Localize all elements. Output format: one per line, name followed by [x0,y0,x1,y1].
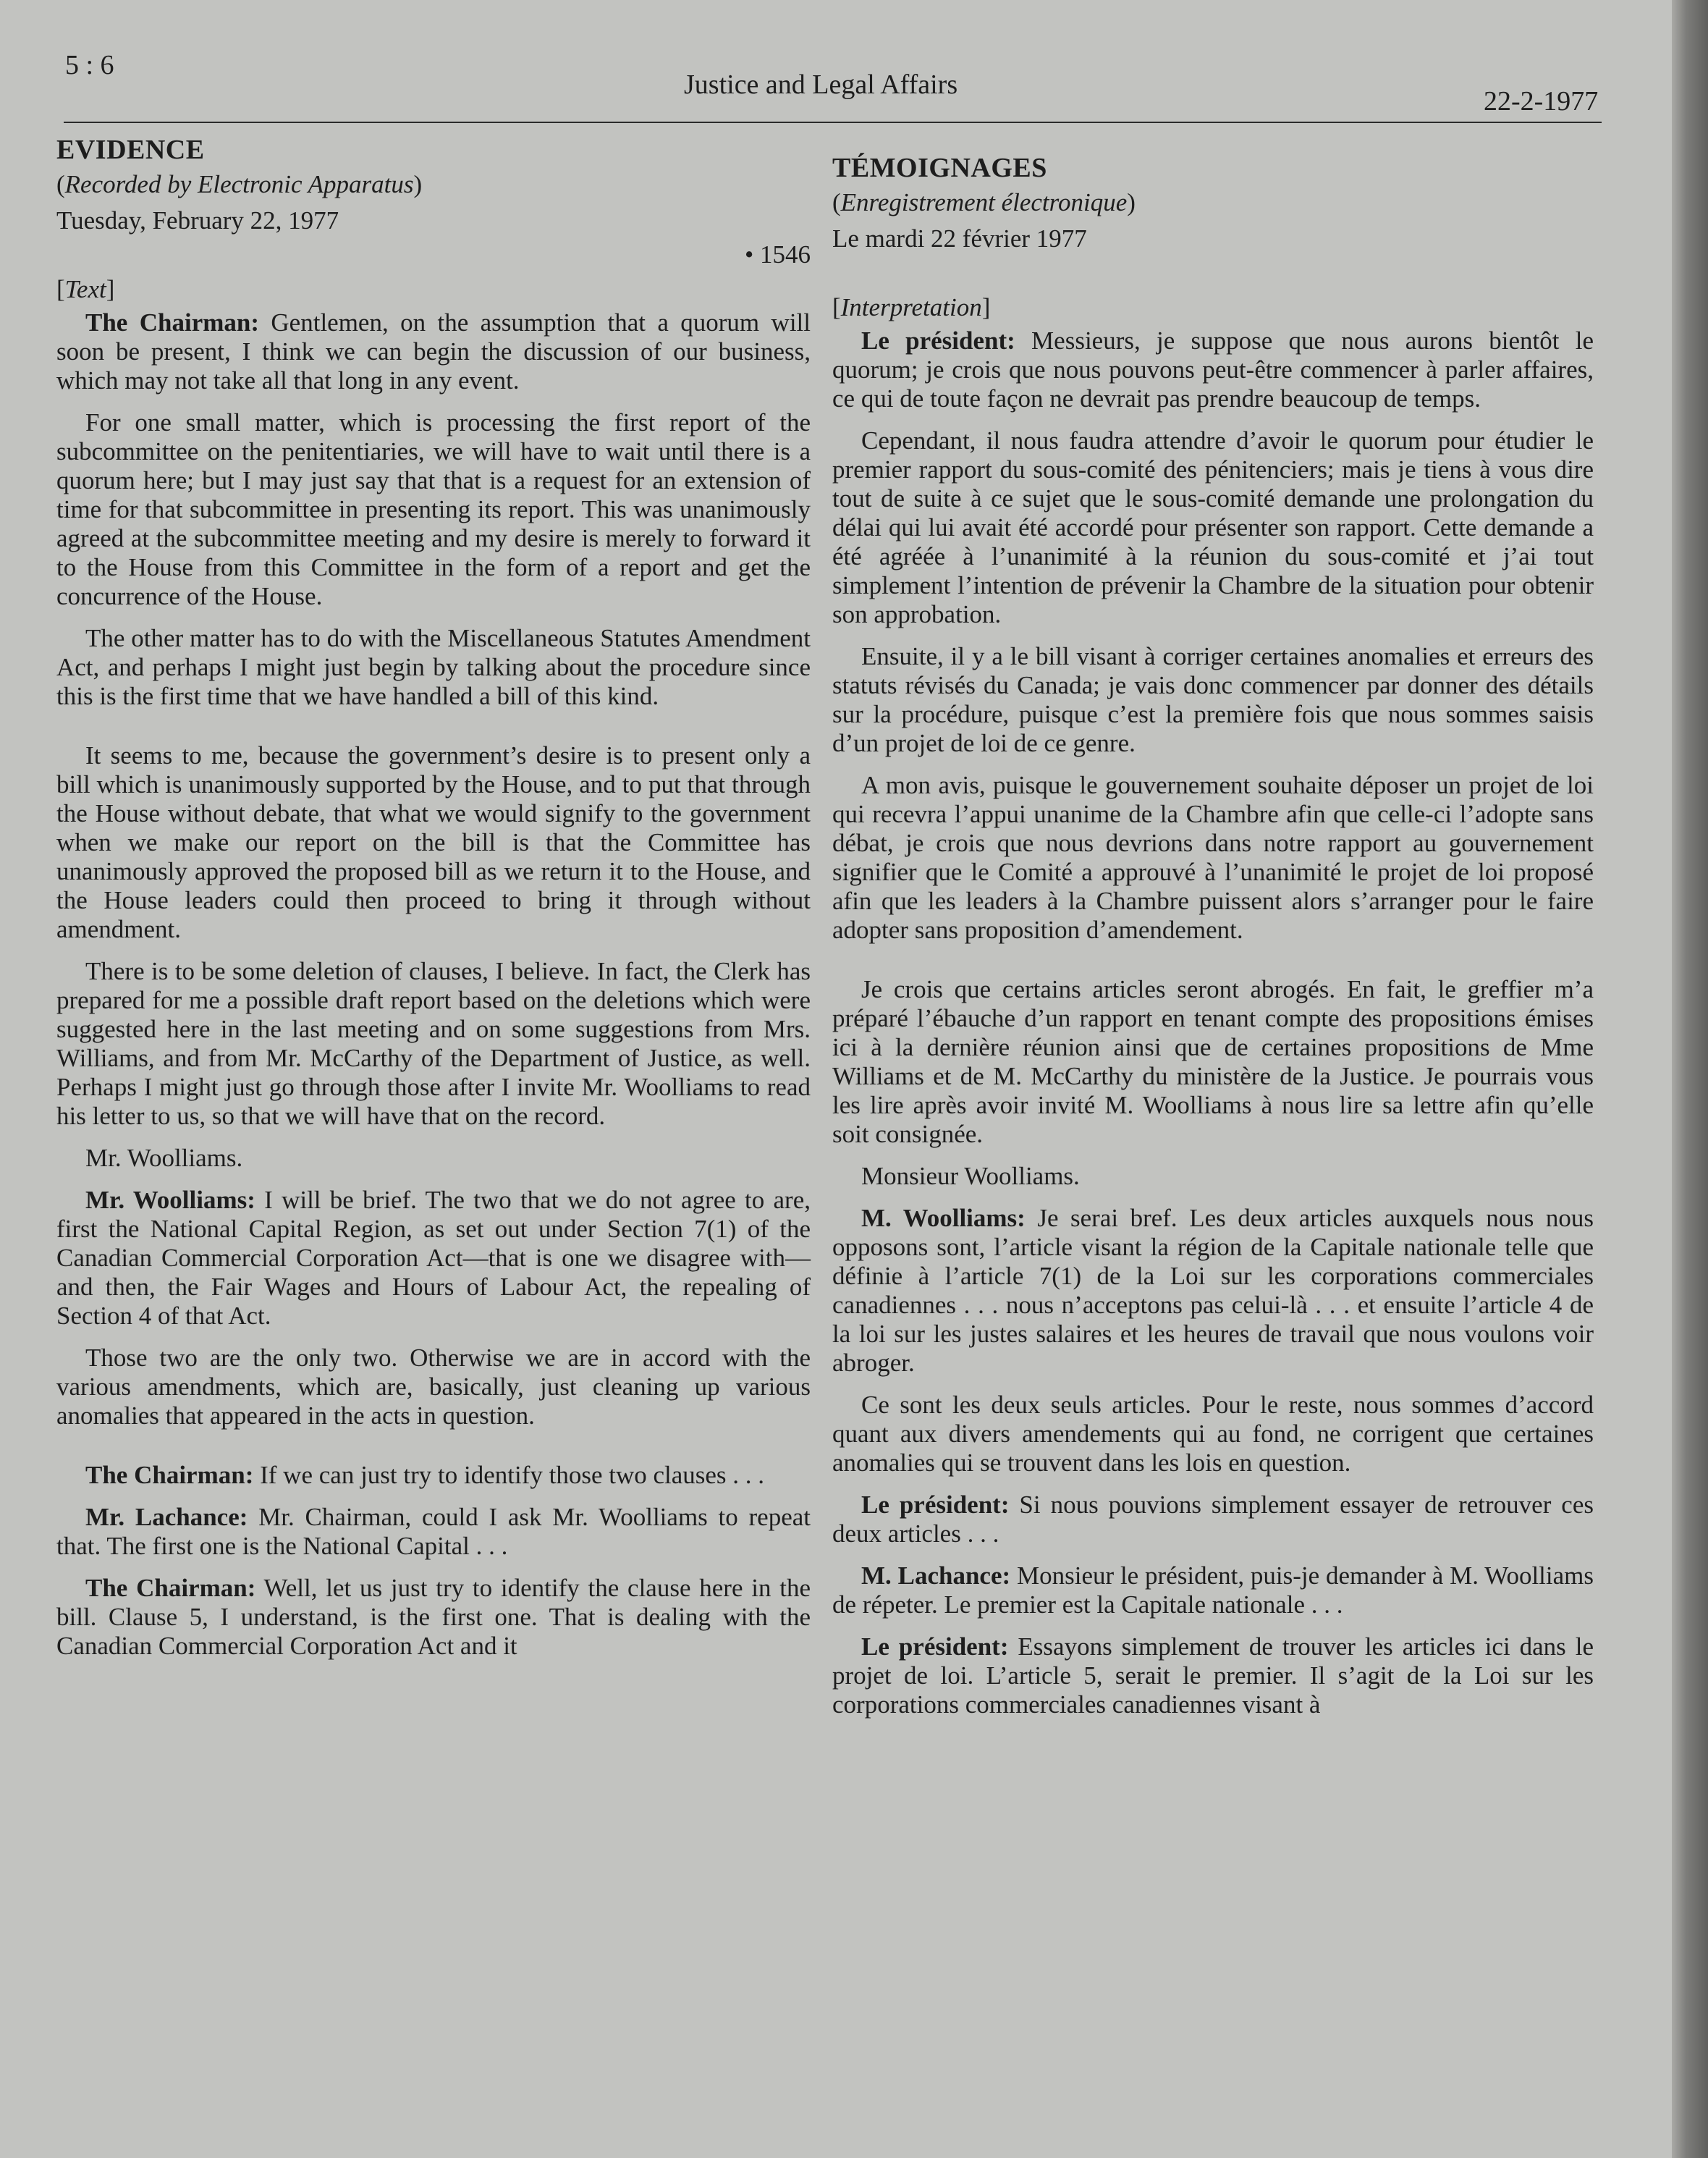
paragraph: Those two are the only two. Otherwise we are in accord with the various amendments, which are, basically, just cleaning up various anomalies that appeared in the acts in question. [56,1344,811,1430]
french-column [832,148,1594,1732]
speech-text: Messieurs, je suppose que nous aurons bientôt le quorum; je crois que nous pouvons peut-être commencer à parler affaires, ce qui de toute façon ne devrait pas prendre beaucoup de temps. [832,326,1594,413]
speaker-name: The Chairman: [85,1461,254,1489]
paragraph: Cependant, il nous faudra attendre d’avoir le quorum pour étudier le premier rapport du sous-comité des pénitenciers; mais je tiens à vous dire tout de suite à ce sujet que le sous-comité demande une prolongation du délai qui lui avait été accordé pour présenter son rapport. Cette demande a été agréée à l’unanimité à la réunion du sous-comité et j’ai tout simplement l’intention de prévenir la Chambre de la situation pour obtenir son approbation. [832,426,1594,628]
paragraph [832,1204,1594,1378]
recorded-note: (Enregistrement électronique) [832,188,1136,216]
speech-text: Je serai bref. Les deux articles auxquels nous nous opposons sont, l’article visant la région de la Capitale nationale telle que définie à l’article 7(1) de la Loi sur les corporations commerciales canadiennes . . . nous n’acceptons pas celui-là . . . et ensuite l’article 4 de la loi sur les justes salaires et les heures de travail que nous voulons voir abroger. [832,1204,1594,1377]
speaker-name: Le président: [861,1491,1010,1519]
speaker-name: Mr. Woolliams: [85,1186,255,1214]
paragraph: Je crois que certains articles seront abrogés. En fait, le greffier m’a préparé l’ébauche d’un rapport en tenant compte des propositions émises ici à la dernière réunion ainsi que de certaines propositions de Mme Williams et de M. McCarthy du ministère de la Justice. Je pourrais vous les lire après avoir invité M. Woolliams à nous lire sa lettre afin qu’elle soit consignée. [832,975,1594,1148]
english-column [56,130,811,1674]
paragraph [56,308,811,395]
paragraph [832,1561,1594,1619]
time-mark-spacer [832,257,1594,289]
paragraph [832,326,1594,413]
paragraph: A mon avis, puisque le gouvernement souhaite déposer un projet de loi qui recevra l’appui unanime de la Chambre afin que celle-ci l’adopte sans débat, je crois que nous devrions dans notre rapport au gouvernement signifier que le Comité a approuvé à l’unanimité le projet de loi proposé afin que les leaders à la Chambre puissent alors s’arranger pour le faire adopter sans proposition d’amendement. [832,771,1594,944]
running-title: Justice and Legal Affairs [684,69,958,100]
evidence-heading: EVIDENCE [56,135,205,165]
speech-text: Si nous pouvions simplement essayer de retrouver ces deux articles . . . [832,1491,1594,1548]
speaker-name: M. Lachance: [861,1561,1011,1590]
paragraph: There is to be some deletion of clauses, I believe. In fact, the Clerk has prepared for me a possible draft report based on the deletions which were suggested here in the last meeting and on some suggestions from Mrs. Williams, and from Mr. McCarthy of the Department of Justice, as well. Perhaps I might just go through those after I invite Mr. Woolliams to read his letter to us, so that we will have that on the record. [56,957,811,1130]
paragraph [56,1574,811,1661]
paragraph [832,1491,1594,1548]
paragraph: For one small matter, which is processing the first report of the subcommittee on the penitentiaries, we will have to wait until there is a quorum here; but I may just say that that is a request for an extension of time for that subcommittee in presenting its report. This was unanimously agreed at the subcommittee meeting and my desire is merely to forward it to the House from this Committee in the form of a report and get the concurrence of the House. [56,408,811,610]
paragraph: Ensuite, il y a le bill visant à corriger certaines anomalies et erreurs des statuts révisés du Canada; je vais donc commencer par donner des détails sur la procédure, puisque c’est la première fois que nous sommes saisis d’un projet de loi de ce genre. [832,642,1594,757]
paragraph: It seems to me, because the government’s desire is to present only a bill which is unanimously supported by the House, and to put that through the House without debate, that what we would signify to the government when we make our report on the bill is that the Committee has unanimously approved the proposed bill as we return it to the House, and the House leaders could then proceed to bring it through without amendment. [56,741,811,943]
recorded-note-text: Recorded by Electronic Apparatus [64,170,414,198]
date-line: Le mardi 22 février 1977 [832,224,1087,253]
speech-text: Well, let us just try to identify the clause here in the bill. Clause 5, I understand, is the first one. That is dealing with the Canadian Commercial Corporation Act and it [56,1574,811,1660]
interpretation-note-label: Interpretation [840,293,982,321]
speech-text: If we can just try to identify those two clauses . . . [253,1461,765,1489]
speaker-name: The Chairman: [85,308,260,337]
paragraph [56,1186,811,1331]
paragraph [56,1503,811,1561]
recorded-note: (Recorded by Electronic Apparatus) [56,170,423,198]
paragraph [832,1632,1594,1719]
speaker-name: Le président: [861,326,1015,355]
paragraph [56,1461,811,1490]
temoignages-heading: TÉMOIGNAGES [832,153,1047,183]
date-line: Tuesday, February 22, 1977 [56,206,339,235]
paragraph: Ce sont les deux seuls articles. Pour le reste, nous sommes d’accord quant aux divers amendements qui au fond, ne corrigent que certaines anomalies qui se trouvent dans les lois en question. [832,1391,1594,1477]
speaker-name: M. Woolliams: [861,1204,1026,1232]
speaker-name: Mr. Lachance: [85,1503,248,1531]
text-note-label: Text [64,275,106,303]
speech-text: I will be brief. The two that we do not agree to are, first the National Capital Region, as set out under Section 7(1) of the Canadian Commercial Corporation Act—that is one we disagree with—and then, the Fair Wages and Hours of Labour Act, the repealing of Section 4 of that Act. [56,1186,811,1330]
header-date: 22-2-1977 [1484,86,1599,117]
page-number: 5 : 6 [65,50,114,80]
time-mark: • 1546 [744,240,811,269]
speech-text: Monsieur le président, puis-je demander à M. Woolliams de répeter. Le premier est la Capitale nationale . . . [832,1561,1594,1619]
page-binding-edge [1672,0,1708,2158]
recorded-note-text: Enregistrement électronique [840,188,1128,216]
speech-text: Gentlemen, on the assumption that a quorum will soon be present, I think we can begin the discussion of our business, which may not take all that long in any event. [56,308,811,395]
speaker-name: Le président: [861,1632,1009,1661]
interpretation-note: [Interpretation] [832,293,991,321]
speaker-name: The Chairman: [85,1574,256,1602]
paragraph: Mr. Woolliams. [85,1144,243,1172]
speech-text: Mr. Chairman, could I ask Mr. Woolliams to repeat that. The first one is the National Capital . . . [56,1503,811,1560]
speech-text: Essayons simplement de trouver les articles ici dans le projet de loi. L’article 5, serait le premier. Il s’agit de la Loi sur les corporations commerciales canadiennes visant à [832,1632,1594,1719]
text-note: [Text] [56,275,115,303]
header-rule [64,122,1602,123]
paragraph: Monsieur Woolliams. [861,1162,1080,1190]
paragraph: The other matter has to do with the Miscellaneous Statutes Amendment Act, and perhaps I might just begin by talking about the procedure since this is the first time that we have handled a bill of this kind. [56,624,811,710]
